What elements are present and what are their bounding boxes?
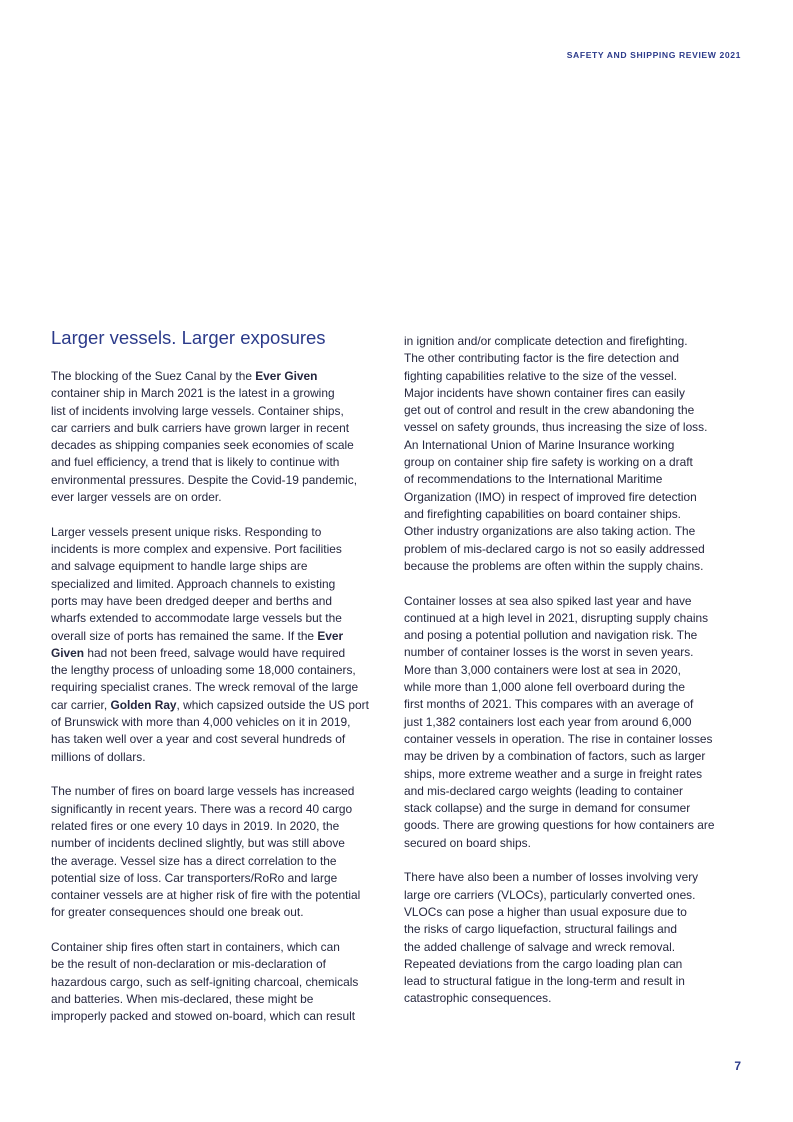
page-number: 7 <box>734 1059 741 1073</box>
vessel-name: Ever <box>317 628 344 643</box>
text-line: The number of fires on board large vessels has increased <box>51 784 355 799</box>
text-line: of recommendations to the International Maritime <box>404 472 663 487</box>
text-line: VLOCs can pose a higher than usual exposure due to <box>404 904 687 919</box>
text-line: Container ship fires often start in containers, which can <box>51 940 340 955</box>
text-line: number of container losses is the worst in seven years. <box>404 645 694 660</box>
text-line: Container losses at sea also spiked last year and have <box>404 593 692 608</box>
text-line: There have also been a number of losses involving very <box>404 870 699 885</box>
text-line: car carriers and bulk carriers have grown larger in recent <box>51 420 350 435</box>
body-paragraph <box>404 593 746 852</box>
right-column <box>404 333 746 1008</box>
vessel-name: Ever Given <box>255 369 318 383</box>
text-line: car carrier, Golden Ray, which capsized outside the US port <box>51 697 369 712</box>
text-line: requiring specialist cranes. The wreck removal of the large <box>51 680 359 695</box>
text-line: container vessels are at higher risk of fire with the potential <box>51 888 361 903</box>
text-line: list of incidents involving large vessels. Container ships, <box>51 403 344 418</box>
text-line: first months of 2021. This compares with an average of <box>404 697 694 712</box>
text-line: of Brunswick with more than 4,000 vehicles on it in 2019, <box>51 715 351 730</box>
text-line: number of incidents declined slightly, but was still above <box>51 836 345 851</box>
text-line: ships, more extreme weather and a surge in freight rates <box>404 766 703 781</box>
text-line: because the problems are often within the supply chains. <box>404 558 704 573</box>
text-line: Organization (IMO) in respect of improved fire detection <box>404 489 697 504</box>
text-line: overall size of ports has remained the same. If the Ever <box>51 628 344 643</box>
text-line: the risks of cargo liquefaction, structural failings and <box>404 922 677 937</box>
text-line: and firefighting capabilities on board container ships. <box>404 506 681 521</box>
text-line: in ignition and/or complicate detection and firefighting. <box>404 334 688 348</box>
text-line: incidents is more complex and expensive. Port facilities <box>51 542 342 557</box>
text-line: lead to structural fatigue in the long-term and result in <box>404 974 685 989</box>
text-line: The blocking of the Suez Canal by the Ever Given <box>51 369 318 383</box>
body-paragraph <box>404 869 746 1007</box>
body-paragraph <box>51 939 394 1025</box>
text-line: get out of control and result in the crew abandoning the <box>404 403 695 418</box>
text-line: Other industry organizations are also taking action. The <box>404 524 696 539</box>
text-line: the added challenge of salvage and wreck removal. <box>404 939 676 954</box>
text-line: stack collapse) and the surge in demand for consumer <box>404 801 691 816</box>
text-line: may be driven by a combination of factors, such as larger <box>404 749 706 764</box>
text-line: An International Union of Marine Insurance working <box>404 437 675 452</box>
vessel-name: Given <box>51 645 85 660</box>
text-line: and mis-declared cargo weights (leading to container <box>404 783 683 798</box>
text-line: for greater consequences should one break out. <box>51 905 304 920</box>
vessel-name: Golden Ray <box>110 697 177 712</box>
text-line: goods. There are growing questions for how containers are <box>404 818 715 833</box>
text-line: and batteries. When mis-declared, these might be <box>51 991 314 1006</box>
text-line: potential size of loss. Car transporters/RoRo and large <box>51 870 338 885</box>
text-line: hazardous cargo, such as self-igniting charcoal, chemicals <box>51 974 359 989</box>
text-line: fighting capabilities relative to the size of the vessel. <box>404 368 677 383</box>
text-line: significantly in recent years. There was a record 40 cargo <box>51 801 353 816</box>
text-line: More than 3,000 containers were lost at sea in 2020, <box>404 662 681 677</box>
text-line: Repeated deviations from the cargo loading plan can <box>404 956 683 971</box>
text-line: while more than 1,000 alone fell overboard during the <box>404 680 685 695</box>
text-line: wharfs extended to accommodate large vessels but the <box>51 611 342 626</box>
text-line: the average. Vessel size has a direct correlation to the <box>51 853 337 868</box>
text-line: catastrophic consequences. <box>404 991 552 1006</box>
text-line: continued at a high level in 2021, disrupting supply chains <box>404 610 709 625</box>
text-line: The other contributing factor is the fire detection and <box>404 351 679 366</box>
text-line: group on container ship fire safety is working on a draft <box>404 455 693 470</box>
text-line: container ship in March 2021 is the latest in a growing <box>51 386 335 401</box>
text-line: vessel on safety grounds, thus increasing the size of loss. <box>404 420 708 435</box>
text-line: just 1,382 containers lost each year from around 6,000 <box>404 714 692 729</box>
section-title: Larger vessels. Larger exposures <box>51 327 326 348</box>
text-line: and posing a potential pollution and navigation risk. The <box>404 628 698 643</box>
text-line: improperly packed and stowed on-board, which can result <box>51 1009 356 1024</box>
body-paragraph <box>51 524 394 766</box>
text-line: decades as shipping companies seek economies of scale <box>51 438 354 453</box>
text-line: related fires or one every 10 days in 2019. In 2020, the <box>51 818 340 833</box>
text-line: has taken well over a year and cost several hundreds of <box>51 732 346 747</box>
running-header: SAFETY AND SHIPPING REVIEW 2021 <box>566 50 741 60</box>
text-line: problem of mis-declared cargo is not so easily addressed <box>404 541 705 556</box>
text-line: the lengthy process of unloading some 18,000 containers, <box>51 663 356 678</box>
text-line: millions of dollars. <box>51 749 146 764</box>
left-column <box>51 368 394 1026</box>
text-line: Given had not been freed, salvage would have required <box>51 645 346 660</box>
text-line: and salvage equipment to handle large ships are <box>51 559 308 574</box>
body-paragraph <box>404 333 746 575</box>
text-line: environmental pressures. Despite the Covid-19 pandemic, <box>51 472 358 487</box>
text-line: Larger vessels present unique risks. Responding to <box>51 524 322 539</box>
text-line: be the result of non-declaration or mis-declaration of <box>51 957 326 972</box>
body-paragraph <box>51 783 394 921</box>
text-line: container vessels in operation. The rise in container losses <box>404 731 713 746</box>
text-line: large ore carriers (VLOCs), particularly converted ones. <box>404 887 696 902</box>
text-line: ports may have been dredged deeper and berths and <box>51 593 332 608</box>
text-line: specialized and limited. Approach channels to existing <box>51 576 336 591</box>
body-paragraph <box>51 368 394 506</box>
text-line: and fuel efficiency, a trend that is likely to continue with <box>51 455 340 470</box>
text-line: secured on board ships. <box>404 835 531 850</box>
text-line: ever larger vessels are on order. <box>51 490 222 505</box>
text-line: Major incidents have shown container fires can easily <box>404 385 685 400</box>
